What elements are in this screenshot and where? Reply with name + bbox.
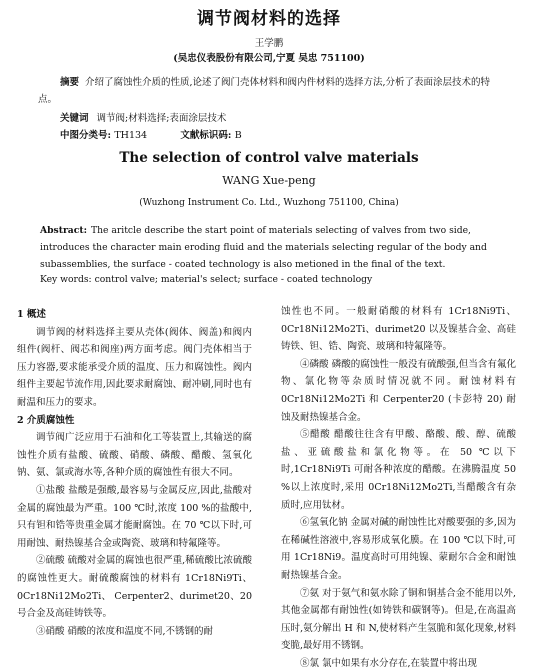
body-paragraph: ⑧氯 氯中如果有水分存在,在装置中将出现 — [300, 657, 478, 669]
section-heading: 2 介质腐蚀性 — [17, 414, 75, 426]
clc-label: 中图分类号: — [60, 130, 112, 141]
affiliation-cn: (吴忠仪表股份有限公司,宁夏 吴忠 751100) — [173, 53, 365, 64]
body-paragraph: ①盐酸 盐酸是强酸,最容易与金属反应,因此,盐酸对金属的腐蚀最为严重。100 ℃时,浓度 100 %的盐酸中,只有钽和锆等贵重金属才能耐腐蚀。在 70 ℃以下时,可用耐蚀、耐热镍基合金或陶瓷、玻璃和特氟隆等。 — [17, 484, 252, 549]
body-paragraph: ⑤醋酸 醋酸往往含有甲酸、酪酸、酸、醇、硫酸盐、亚硫酸盐和氯化物等。在 50 ℃以下时,1Cr18Ni9Ti 可耐各种浓度的醋酸。在沸腾温度 50 %以上浓度时,采用 0Cr18Ni12Mo2Ti,当醋酸含有杂质时,应用钛材。 — [281, 429, 516, 511]
doc-code-value: B — [234, 130, 242, 141]
author-cn: 王学鹏 — [254, 38, 284, 49]
abstract-cn-label: 摘要 — [60, 77, 80, 88]
abstract-en — [40, 222, 505, 273]
affiliation-en: (Wuzhong Instrument Co. Ltd., Wuzhong 751100, China) — [139, 198, 399, 208]
body-column-left — [17, 306, 252, 640]
body-paragraph: ③硝酸 硝酸的浓度和温度不同,不锈钢的耐 — [36, 625, 214, 637]
classification-line — [60, 127, 242, 141]
body-paragraph: 调节阀广泛应用于石油和化工等装置上,其输送的腐蚀性介质有盐酸、硫酸、硝酸、磷酸、醋酸、氢氧化钠、氨、氯或海水等,各种介质的腐蚀性有很大不同。 — [17, 432, 252, 479]
keywords-en-label: Key words: — [40, 274, 92, 285]
doc-code-label: 文献标识码: — [180, 130, 232, 141]
author-en: WANG Xue-peng — [222, 174, 316, 187]
body-paragraph: 蚀性也不同。一般耐硝酸的材料有 1Cr18Ni9Ti、0Cr18Ni12Mo2Ti、durimet20 以及镍基合金、高硅铸铁、钽、锆、陶瓷、玻璃和特氟隆等。 — [281, 306, 516, 353]
body-paragraph: ④磷酸 磷酸的腐蚀性一般没有硫酸强,但当含有氟化物、氯化物等杂质时情况就不同。耐蚀材料有 0Cr18Ni12Mo2Ti 和 Cerpenter20 (卡彭特 20) 耐蚀及耐热镍基合金。 — [281, 358, 516, 423]
body-paragraph: 调节阀的材料选择主要从壳体(阀体、阀盖)和阀内组件(阀杆、阀芯和阀座)两方面考虑。阀门壳体相当于压力容器,要求能承受介质的温度、压力和腐蚀性。阀内组件主要起节流作用,因此要求耐腐蚀、耐冲刷,同时也有耐温和压力的要求。 — [17, 326, 252, 408]
body-paragraph: ②硫酸 硫酸对金属的腐蚀也很严重,稀硫酸比浓硫酸的腐蚀性更大。耐硫酸腐蚀的材料有 1Cr18Ni9Ti、 0Cr18Ni12Mo2Ti、 Cerpenter2、durimet20、20 号合金及高硅铸铁等。 — [17, 555, 252, 620]
abstract-cn — [38, 74, 500, 108]
paper-title-cn: 调节阀材料的选择 — [197, 9, 341, 29]
keywords-cn — [60, 110, 226, 124]
keywords-en — [40, 274, 372, 285]
keywords-en-value: control valve; material's select; surface - coated technology — [94, 274, 373, 285]
paper-title-en: The selection of control valve materials — [119, 150, 419, 166]
abstract-en-label: Abstract: — [40, 225, 87, 236]
clc-value: TH134 — [114, 130, 148, 141]
body-paragraph: ⑥氢氧化钠 金属对碱的耐蚀性比对酸要强的多,因为在稀碱性溶液中,容易形成氧化膜。在 100 ℃以下时,可用 1Cr18Ni9。温度高时可用纯镍、蒙耐尔合金和耐蚀耐热镍基合金。 — [281, 517, 516, 581]
keywords-cn-value: 调节阀;材料选择;表面涂层技术 — [96, 113, 227, 124]
abstract-cn-text: 介绍了腐蚀性介质的性质,论述了阀门壳体材料和阀内件材料的选择方法,分析了表面涂层技术的特点。 — [38, 77, 491, 105]
section-heading: 1 概述 — [17, 309, 46, 320]
keywords-cn-label: 关键词 — [60, 113, 89, 124]
abstract-en-text: The aritcle describe the start point of materials selecting of valves from two side, introduces the character main eroding fluid and the materials selecting regular of the body and subassemblies, the surface - coated technology is also metioned in the final of the text. — [40, 225, 487, 270]
body-paragraph: ⑦氨 对于氨气和氨水除了铜和铜基合金不能用以外,其他金属都有耐蚀性(如铸铁和碳钢等)。但是,在高温高压时,氨分解出 H 和 N,使材料产生氢脆和氮化现象,材料变脆,最好用不锈钢。 — [281, 587, 516, 652]
body-column-right — [281, 303, 516, 672]
